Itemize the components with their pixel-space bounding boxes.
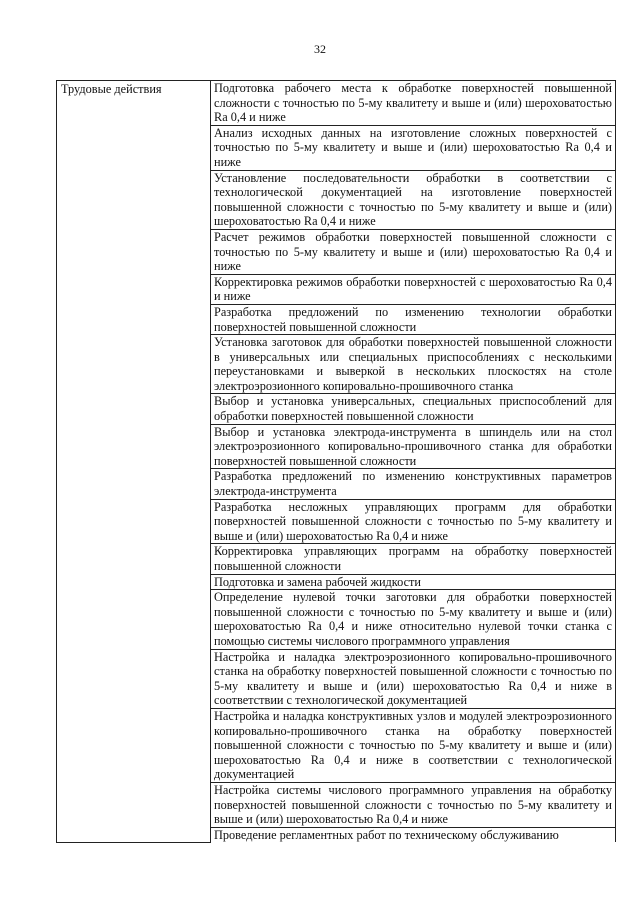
- labor-actions-label: Трудовые действия: [57, 81, 211, 843]
- action-cell: Выбор и установка универсальных, специальных приспособлений для обработки поверхностей повышенной сложности: [211, 394, 616, 424]
- action-cell: Установка заготовок для обработки поверхностей повышенной сложности в универсальных или специальных приспособлениях с несколькими переустановками и выверкой в нескольких плоскостях на столе электроэрозионного копировально-прошивочного станка: [211, 335, 616, 394]
- action-cell: Проведение регламентных работ по техническому обслуживанию: [211, 827, 616, 842]
- action-cell: Корректировка управляющих программ на обработку поверхностей повышенной сложности: [211, 544, 616, 574]
- action-cell: Подготовка и замена рабочей жидкости: [211, 574, 616, 590]
- action-cell: Настройка и наладка конструктивных узлов и модулей электроэрозионного копировально-прошивочного станка на обработку поверхностей повышенной сложности с точностью по 5-му квалитету и выше и (или) шероховатостью Ra 0,4 и ниже в соответствии с технологической документацией: [211, 708, 616, 782]
- action-cell: Разработка предложений по изменению конструктивных параметров электрода-инструмента: [211, 469, 616, 499]
- action-cell: Выбор и установка электрода-инструмента в шпиндель или на стол электроэрозионного копировально-прошивочного станка для обработки поверхностей повышенной сложности: [211, 424, 616, 469]
- action-cell: Расчет режимов обработки поверхностей повышенной сложности с точностью по 5-му квалитету и выше и (или) шероховатостью Ra 0,4 и ниже: [211, 229, 616, 274]
- action-cell: Установление последовательности обработки в соответствии с технологической документацией на изготовление поверхностей повышенной сложности с точностью по 5-му квалитету и выше и (или) шероховатостью Ra 0,4 и ниже: [211, 170, 616, 229]
- page-number: 32: [314, 42, 326, 56]
- action-cell: Подготовка рабочего места к обработке поверхностей повышенной сложности с точностью по 5-му квалитету и выше и (или) шероховатостью Ra 0,4 и ниже: [211, 81, 616, 126]
- action-cell: Настройка и наладка электроэрозионного копировально-прошивочного станка на обработку поверхностей повышенной сложности с точностью по 5-му квалитету и выше и (или) шероховатостью Ra 0,4 и ниже в соответствии с технологической документацией: [211, 649, 616, 708]
- action-cell: Определение нулевой точки заготовки для обработки поверхностей повышенной сложности с точностью по 5-му квалитету и выше и (или) шероховатостью Ra 0,4 и ниже относительно нулевой точки станка с помощью системы числового программного управления: [211, 590, 616, 649]
- action-cell: Анализ исходных данных на изготовление сложных поверхностей с точностью по 5-му квалитету и выше и (или) шероховатостью Ra 0,4 и ниже: [211, 125, 616, 170]
- action-cell: Настройка системы числового программного управления на обработку поверхностей повышенной сложности с точностью по 5-му квалитету и выше и (или) шероховатостью Ra 0,4 и ниже: [211, 782, 616, 827]
- action-cell: Разработка предложений по изменению технологии обработки поверхностей повышенной сложности: [211, 304, 616, 334]
- action-cell: Корректировка режимов обработки поверхностей с шероховатостью Ra 0,4 и ниже: [211, 274, 616, 304]
- table-row: [57, 81, 616, 126]
- labor-actions-table: [56, 80, 616, 843]
- action-cell: Разработка несложных управляющих программ для обработки поверхностей повышенной сложности с точностью по 5-му квалитету и выше и (или) шероховатостью Ra 0,4 и ниже: [211, 499, 616, 544]
- labor-actions-body: [57, 81, 616, 843]
